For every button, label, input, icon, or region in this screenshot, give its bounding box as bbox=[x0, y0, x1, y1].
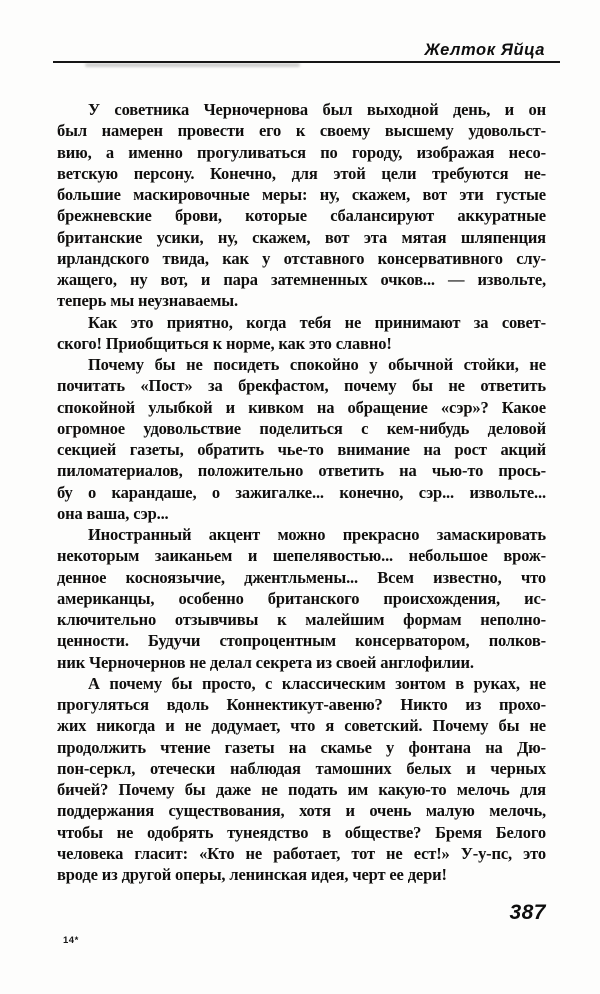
text-line: вию, а именно прогуливаться по городу, изображая несо- bbox=[57, 142, 546, 162]
paragraph bbox=[57, 354, 546, 524]
text-line: ирландского твида, как у отставного консервативного слу- bbox=[57, 248, 546, 268]
text-line: поддержания существования, хотя и очень малую мелочь, bbox=[57, 801, 546, 821]
text-line: продолжить чтение газеты на скамье у фонтана на Дю- bbox=[57, 737, 546, 757]
text-line: жащего, ну вот, и пара затемненных очков... — извольте, bbox=[57, 270, 546, 289]
text-line: пон-серкл, отечески наблюдая тамошних белых и черных bbox=[57, 758, 546, 778]
text-line: Как это приятно, когда тебя не принимают за совет- bbox=[88, 312, 546, 332]
text-line: А почему бы просто, с классическим зонтом в руках, не bbox=[88, 673, 546, 693]
text-line: был намерен провести его к своему высшему удовольст- bbox=[57, 121, 546, 141]
paragraph bbox=[57, 673, 546, 886]
paragraph bbox=[57, 524, 546, 673]
header-rule-smudge bbox=[85, 63, 300, 67]
text-line: огромное удовольствие поделиться с кем-нибудь деловой bbox=[57, 418, 546, 438]
text-line: жих никогда и не додумает, что я советский. Почему бы не bbox=[57, 716, 546, 736]
paragraph bbox=[57, 99, 546, 312]
text-line: почитать «Пост» за брекфастом, почему бы не ответить bbox=[57, 376, 546, 396]
running-header-title: Желток Яйца bbox=[424, 41, 545, 59]
text-line: американцы, особенно британского происхождения, ис- bbox=[57, 588, 546, 608]
paragraph bbox=[57, 312, 546, 355]
text-line: спокойной улыбкой и кивком на обращение «сэр»? Какое bbox=[57, 397, 546, 417]
text-line: теперь мы неузнаваемы. bbox=[57, 291, 239, 311]
text-line: ского! Приобщиться к норме, как это славно! bbox=[57, 333, 392, 353]
text-line: У советника Черночернова был выходной день, и он bbox=[88, 100, 546, 119]
text-line: брежневские брови, которые сбалансируют аккуратные bbox=[57, 206, 546, 226]
text-line: прогуляться вдоль Коннектикут-авеню? Никто из прохо- bbox=[57, 695, 546, 714]
signature-mark: 14* bbox=[63, 935, 79, 946]
text-line: некоторым заиканьем и шепелявостью... небольшое врож- bbox=[57, 546, 546, 566]
text-line: она ваша, сэр... bbox=[57, 503, 169, 523]
text-line: бу о карандаше, о зажигалке... конечно, сэр... извольте... bbox=[57, 482, 546, 502]
text-line: бичей? Почему бы даже не подать им какую-то мелочь для bbox=[57, 780, 546, 799]
text-line: секцией газеты, обратить чье-то внимание на рост акций bbox=[57, 440, 546, 459]
page-number: 387 bbox=[509, 901, 546, 924]
text-line: ключительно отзывчивы к малейшим формам неполно- bbox=[57, 610, 546, 629]
text-line: британские усики, ну, скажем, вот эта мятая шляпенция bbox=[57, 227, 546, 247]
text-line: ветскую персону. Конечно, для этой цели требуются не- bbox=[57, 163, 546, 183]
text-line: ценности. Будучи стопроцентным консерватором, полков- bbox=[57, 631, 546, 651]
text-line: пиломатериалов, положительно ответить на чью-то прось- bbox=[57, 461, 546, 481]
text-line: человека гласит: «Кто не работает, тот не ест!» У-у-пс, это bbox=[57, 843, 546, 863]
text-line: чтобы не одобрять тунеядство в обществе? Бремя Белого bbox=[57, 822, 546, 842]
body-text bbox=[57, 99, 546, 885]
text-line: большие маскировочные меры: ну, скажем, вот эти густые bbox=[57, 185, 546, 204]
text-line: Иностранный акцент можно прекрасно замаскировать bbox=[88, 525, 546, 544]
text-line: ник Черночернов не делал секрета из своей англофилии. bbox=[57, 652, 474, 672]
text-line: денное косноязычие, джентльмены... Всем известно, что bbox=[57, 567, 546, 587]
text-line: Почему бы не посидеть спокойно у обычной стойки, не bbox=[88, 355, 546, 374]
text-line: вроде из другой оперы, ленинская идея, черт ее дери! bbox=[57, 865, 447, 884]
